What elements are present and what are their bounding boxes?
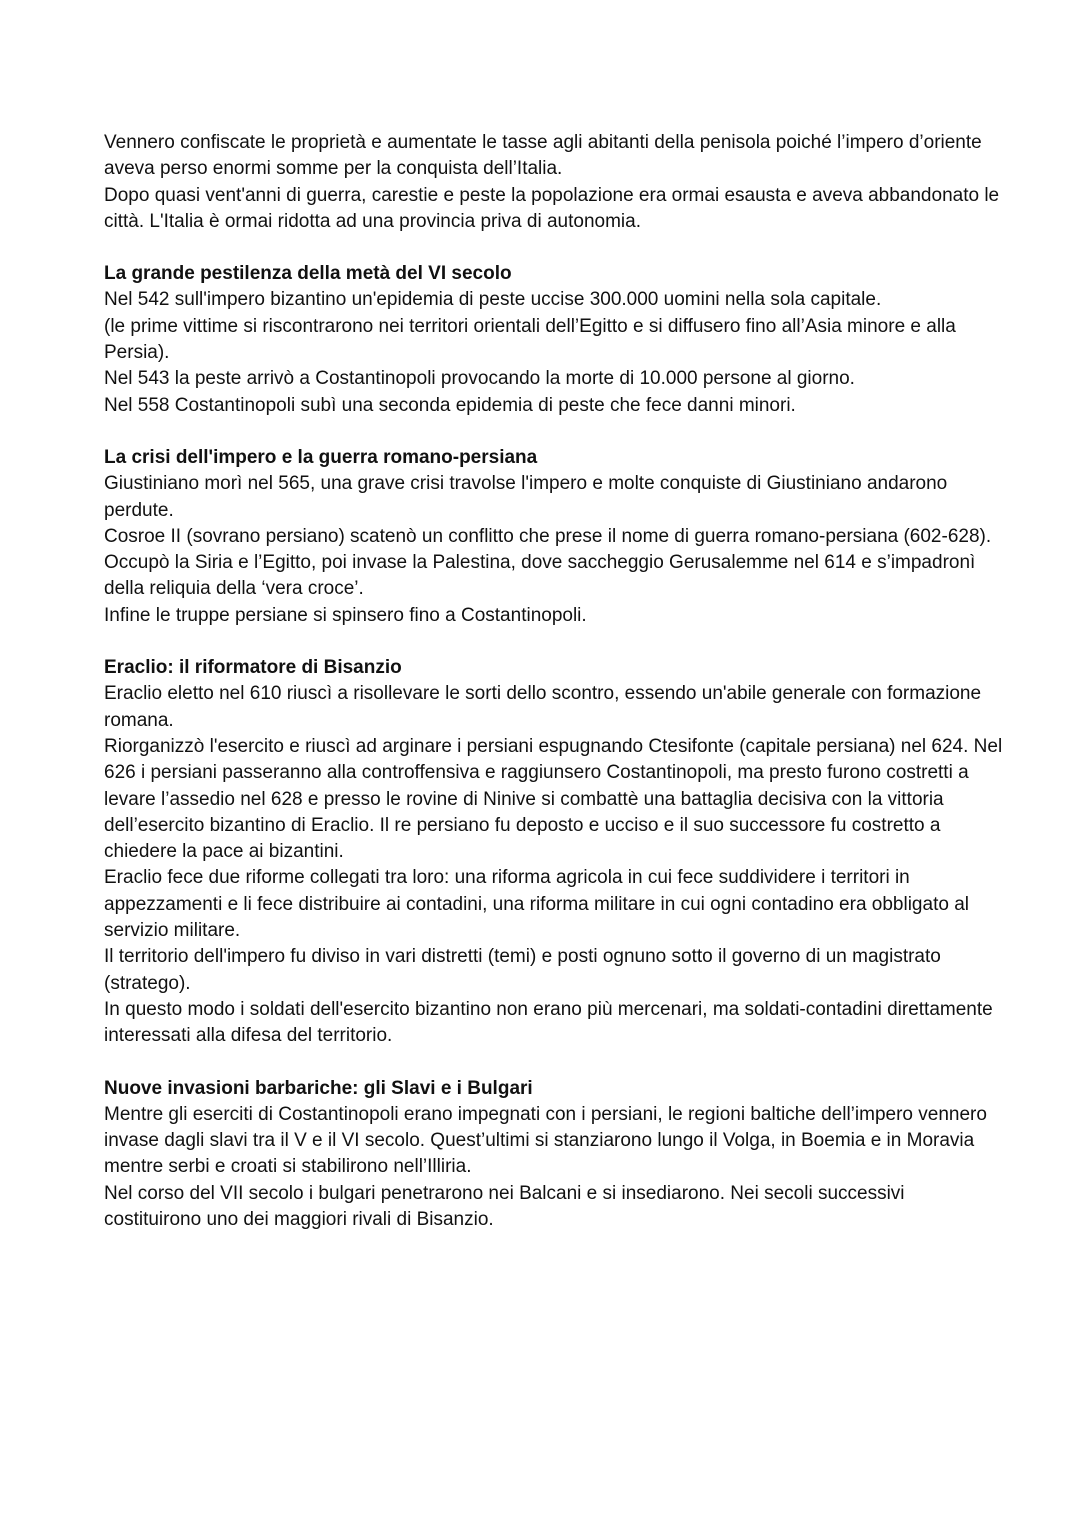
section-heading: La crisi dell'impero e la guerra romano-persiana <box>104 446 538 468</box>
paragraph: Dopo quasi vent'anni di guerra, carestie e peste la popolazione era ormai esausta e aveva abbandonato le città. L'Italia è ormai ridotta ad una provincia priva di autonomia. <box>104 184 1000 232</box>
paragraph: Nel corso del VII secolo i bulgari penetrarono nei Balcani e si insediarono. Nei secoli successivi costituirono uno dei maggiori rivali di Bisanzio. <box>104 1182 905 1230</box>
paragraph: Il territorio dell'impero fu diviso in vari distretti (temi) e posti ognuno sotto il governo di un magistrato (stratego). <box>104 946 941 994</box>
paragraph: Infine le truppe persiane si spinsero fino a Costantinopoli. <box>104 604 587 626</box>
paragraph: In questo modo i soldati dell'esercito bizantino non erano più mercenari, ma soldati-contadini direttamente interessati alla difesa del territorio. <box>104 998 993 1047</box>
paragraph: Mentre gli eserciti di Costantinopoli erano impegnati con i persiani, le regioni baltiche dell’impero vennero invase dagli slavi tra il V e il VI secolo. Quest’ultimi si stanziarono lungo il Volga, in Boemia e in Moravia mentre serbi e croati si stabilirono nell’Illiria. <box>104 1103 987 1178</box>
section-heading: Nuove invasioni barbariche: gli Slavi e i Bulgari <box>104 1077 533 1099</box>
section-heraclius <box>104 655 1004 1049</box>
paragraph: Nel 543 la peste arrivò a Costantinopoli provocando la morte di 10.000 persone al giorno. <box>104 368 855 390</box>
paragraph: (le prime vittime si riscontrarono nei territori orientali dell’Egitto e si diffusero fino all’Asia minore e alla Persia). <box>104 315 956 364</box>
paragraph: Nel 558 Costantinopoli subì una seconda epidemia di peste che fece danni minori. <box>104 394 796 416</box>
paragraph: Giustiniano morì nel 565, una grave crisi travolse l'impero e molte conquiste di Giustiniano andarono perdute. <box>104 473 948 521</box>
document-page <box>104 130 1004 1233</box>
intro-section <box>104 130 1004 235</box>
paragraph: Vennero confiscate le proprietà e aumentate le tasse agli abitanti della penisola poiché l’impero d’oriente aveva perso enormi somme per la conquista dell’Italia. <box>104 132 982 180</box>
paragraph: Eraclio eletto nel 610 riuscì a risollevare le sorti dello scontro, essendo un'abile generale con formazione romana. <box>104 683 982 731</box>
paragraph: Eraclio fece due riforme collegati tra loro: una riforma agricola in cui fece suddividere i territori in appezzamenti e li fece distribuire ai contadini, una riforma militare in cui ogni contadino era obbligato al servizio militare. <box>104 867 969 942</box>
section-invasions <box>104 1076 1004 1234</box>
paragraph: Cosroe II (sovrano persiano) scatenò un conflitto che prese il nome di guerra romano-persiana (602-628). Occupò la Siria e l’Egitto, poi invase la Palestina, dove saccheggio Gerusalemme nel 614 e s’impadronì della reliquia della ‘vera croce’. <box>104 525 992 600</box>
section-plague <box>104 261 1004 419</box>
paragraph: Riorganizzò l'esercito e riuscì ad arginare i persiani espugnando Ctesifonte (capitale persiana) nel 624. Nel 626 i persiani passeranno alla controffensiva e raggiunsero Costantinopoli, ma presto furono costretti a levare l’assedio nel 628 e presso le rovine di Ninive si combattè una battaglia decisiva con la vittoria dell’esercito bizantino di Eraclio. Il re persiano fu deposto e ucciso e il suo successore fu costretto a chiedere la pace ai bizantini. <box>104 735 1003 863</box>
section-heading: Eraclio: il riformatore di Bisanzio <box>104 657 402 679</box>
section-heading: La grande pestilenza della metà del VI secolo <box>104 263 512 285</box>
paragraph: Nel 542 sull'impero bizantino un'epidemia di peste uccise 300.000 uomini nella sola capitale. <box>104 289 882 311</box>
section-crisis <box>104 445 1004 629</box>
